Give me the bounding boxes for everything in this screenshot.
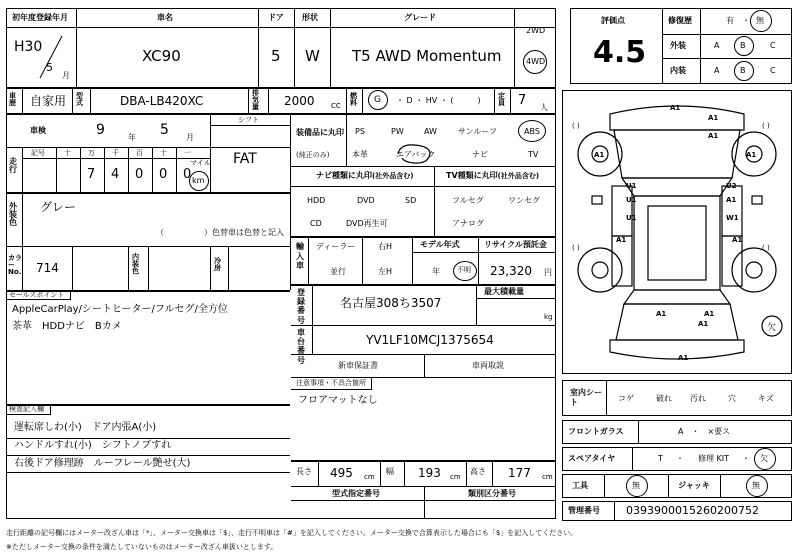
model-value: DBA-LB420XC <box>120 94 204 108</box>
mileage-header-5: 十 <box>160 149 167 157</box>
sales-point-line2: 茶革 HDDナビ Bカメ <box>12 321 122 332</box>
equip-navi: ナビ <box>472 150 488 159</box>
management-label: 管理番号 <box>568 506 600 515</box>
damage-mark: A1 <box>616 236 627 244</box>
spare-missing: 欠 <box>760 454 768 463</box>
equip-pw: PW <box>391 127 404 136</box>
notes-value: フロアマットなし <box>298 395 378 406</box>
repair-yes: 有 <box>726 16 734 25</box>
capacity-unit: 人 <box>540 103 548 112</box>
import-left-h: 左H <box>378 267 393 276</box>
exterior-grade-a: A <box>714 41 720 50</box>
spare-dot2: ・ <box>742 454 750 463</box>
mileage-header-3: 千 <box>112 149 119 157</box>
spare-kit: 修理 KIT <box>698 454 730 463</box>
seat-option: コゲ <box>618 394 634 403</box>
width-value: 193 <box>418 466 441 480</box>
damage-mark: U1 <box>626 196 637 204</box>
chassis-value: YV1LF10MCJ1375654 <box>366 333 494 347</box>
interior-grade-c: C <box>770 66 776 75</box>
door-label: ドア <box>268 13 284 22</box>
exterior-label: 外装 <box>670 41 686 50</box>
equip-leather: 本革 <box>352 150 368 159</box>
max-load-label: 最大積載量 <box>484 287 524 296</box>
color-label: 外装色 <box>9 202 17 227</box>
damage-mark: U1 <box>626 182 637 190</box>
windshield-value: A ・ ×要ス <box>678 427 731 436</box>
displacement-value: 2000 <box>284 94 315 108</box>
height-value: 177 <box>508 466 531 480</box>
manual-label: 車両取説 <box>472 361 504 370</box>
score-value: 4.5 <box>593 35 647 70</box>
color-no-label: カラーNo. <box>8 254 22 276</box>
color-no: 714 <box>36 261 59 275</box>
navi-dvd: DVD <box>357 196 375 205</box>
exterior-grade-b: B <box>740 41 746 50</box>
mileage-digit: 7 <box>87 167 96 182</box>
equip-airbag: エアバック <box>396 150 436 159</box>
import-right-h: 右H <box>378 242 393 251</box>
footer-line1: 走行距離の記号欄にはメーター改ざん車は「*」、メーター交換車は「$」、走行不明車は「#」を記入してください。メーター交換で合算表示した場合にも「$」を記入してください。 <box>6 529 578 537</box>
mileage-header-1: 十 <box>64 149 71 157</box>
recycle-label: リサイクル預託金 <box>484 240 547 249</box>
recycle-yen: 円 <box>544 268 552 277</box>
seat-option: 汚れ <box>690 394 706 403</box>
airbag-circle <box>392 142 436 166</box>
length-value: 495 <box>330 466 353 480</box>
door-value: 5 <box>271 47 281 65</box>
seat-option: キズ <box>758 394 774 403</box>
damage-mark: A1 <box>670 104 681 112</box>
equip-ps: PS <box>355 127 365 136</box>
shape-value: W <box>305 47 320 65</box>
fuel-options-rest: ・ D ・ HV ・ ( ) <box>396 96 481 105</box>
cooler-label: 冷房 <box>214 257 221 272</box>
equip-sunroof: サンルーフ <box>458 127 497 136</box>
height-cm: cm <box>542 473 553 481</box>
max-load-kg: kg <box>544 313 553 321</box>
warranty-label: 新車保証書 <box>338 361 378 370</box>
inspection-year: 9 <box>96 122 105 138</box>
damage-mark: A1 <box>746 151 757 159</box>
category-no-label: 類別区分番号 <box>468 489 516 498</box>
tv-oneseg: ワンセグ <box>508 196 540 205</box>
drive-4wd: 4WD <box>526 57 546 66</box>
km-label: km <box>192 176 205 185</box>
damage-mark: A1 <box>732 236 743 244</box>
tv-fullseg: フルセグ <box>452 196 484 205</box>
repair-no: 無 <box>756 16 764 25</box>
shape-label: 形状 <box>302 13 318 22</box>
sales-point-line1: AppleCarPlay/シートヒーター/フルセグ/全方位 <box>12 304 228 315</box>
tv-analog: アナログ <box>452 219 484 228</box>
interior-color-label: 内装色 <box>132 253 139 275</box>
fuel-label: 燃料 <box>350 92 357 107</box>
repair-dot: ・ <box>742 16 750 25</box>
registration-value: 名古屋308ち3507 <box>340 296 442 310</box>
svg-text:( ): ( ) <box>572 122 580 130</box>
missing-mark: 欠 <box>767 323 777 333</box>
color-note: （ ）色替車は色替と記入 <box>156 228 284 237</box>
mileage-label: 走行 <box>9 157 17 174</box>
interior-grade-b: B <box>740 66 746 75</box>
damage-mark: U2 <box>726 182 737 190</box>
import-dealer: ディーラー <box>316 242 356 251</box>
equipment-sub: (純正のみ) <box>296 151 330 159</box>
inspection-label: 車検 <box>30 126 46 135</box>
navi-cd: CD <box>310 219 322 228</box>
capacity-label: 定員 <box>498 92 505 107</box>
mileage-header-6: 一 <box>184 149 191 157</box>
first-reg-era: H30 <box>14 39 43 55</box>
seat-option: 穴 <box>728 394 736 403</box>
width-label: 幅 <box>386 467 394 476</box>
model-label: 型式 <box>76 92 83 107</box>
car-diagram <box>562 90 792 374</box>
tv-label: TV種類に丸印(社外品含む) <box>446 171 540 180</box>
first-reg-month-unit: 月 <box>62 71 70 80</box>
grade-value: T5 AWD Momentum <box>352 47 502 65</box>
equip-aw: AW <box>424 127 437 136</box>
damage-mark: A1 <box>708 132 719 140</box>
type-designation-label: 型式指定番号 <box>332 489 380 498</box>
length-label: 長さ <box>296 467 312 476</box>
drive-2wd: 2WD <box>526 26 546 35</box>
tools-value: 無 <box>632 481 640 490</box>
navi-sd: SD <box>405 196 417 205</box>
spare-t: T <box>658 454 663 463</box>
first-reg-month: 5 <box>46 61 53 74</box>
shift-value: FAT <box>233 151 257 167</box>
recycle-value: 23,320 <box>490 264 532 278</box>
tools-label: 工具 <box>572 481 588 490</box>
capacity-value: 7 <box>518 93 527 108</box>
spare-label: スペアタイヤ <box>568 454 616 463</box>
svg-text:( ): ( ) <box>572 244 580 252</box>
length-cm: cm <box>364 473 375 481</box>
damage-mark: U1 <box>626 214 637 222</box>
jack-label: ジャッキ <box>678 481 710 490</box>
category-value: 自家用 <box>30 94 67 108</box>
import-parallel: 並行 <box>330 267 346 276</box>
displacement-label: 排気量 <box>252 89 259 111</box>
inspection-month-unit: 月 <box>186 133 194 142</box>
category-label: 車歴 <box>9 92 16 107</box>
navi-label: ナビ種類に丸印(社外品含む) <box>316 171 414 180</box>
mileage-digit: 0 <box>135 167 144 182</box>
damage-mark: A1 <box>704 310 715 318</box>
navi-dvd-play: DVD再生可 <box>346 219 388 228</box>
shift-label: シフト <box>238 116 259 124</box>
damage-mark: W1 <box>726 214 739 222</box>
equip-abs: ABS <box>524 127 540 136</box>
first-reg-label: 初年度登録年月 <box>12 13 68 22</box>
mile-label: マイル <box>190 159 211 167</box>
fuel-g: G <box>374 95 381 105</box>
registration-label: 登録番号 <box>297 288 305 325</box>
inspection-notes-label: 検査記入欄 <box>9 405 44 413</box>
mileage-header-2: 万 <box>88 149 95 157</box>
height-label: 高さ <box>470 467 486 476</box>
footer-line2: ※ただしメーター交換の条件を満たしていないものはメーター改ざん車扱いとします。 <box>6 543 278 551</box>
chassis-label: 車台番号 <box>297 328 305 365</box>
model-year-unknown: 不明 <box>457 266 471 274</box>
import-label: 輸入車 <box>296 242 304 271</box>
inspection-year-unit: 年 <box>128 133 136 142</box>
interior-label: 内装 <box>670 66 686 75</box>
car-name: XC90 <box>142 47 181 65</box>
exterior-grade-c: C <box>770 41 776 50</box>
notes-label: 注意事項・不具合箇所 <box>296 379 366 387</box>
inspection-note-line: ハンドルすれ(小) シフトノブすれ <box>14 440 172 451</box>
management-value: 0393900015260200752 <box>626 504 759 517</box>
score-label: 評価点 <box>601 16 625 25</box>
navi-hdd: HDD <box>307 196 326 205</box>
model-year-unit: 年 <box>432 267 440 276</box>
mileage-digit: 0 <box>183 167 192 182</box>
repair-label: 修復歴 <box>668 16 692 25</box>
damage-mark: A1 <box>656 310 667 318</box>
equipment-label: 装備品に丸印 <box>296 128 344 137</box>
equip-tv: TV <box>528 150 539 159</box>
damage-mark: A1 <box>708 114 719 122</box>
cc-unit: CC <box>331 102 341 110</box>
inspection-note-line: 運転席しわ(小) ドア内張A(小) <box>14 422 157 433</box>
inspection-note-line: 右後ドア修理跡 ルーフレール艶せ(大) <box>14 458 191 469</box>
damage-mark: A1 <box>678 354 689 362</box>
interior-grade-a: A <box>714 66 720 75</box>
mileage-header-0: 記号 <box>31 149 45 157</box>
model-year-label: モデル年式 <box>420 240 460 249</box>
damage-mark: A1 <box>594 151 605 159</box>
mileage-header-4: 百 <box>136 149 143 157</box>
damage-mark: A1 <box>698 320 709 328</box>
jack-value: 無 <box>752 481 760 490</box>
sales-point-label: セールスポイント <box>9 291 65 299</box>
car-name-label: 車名 <box>157 13 173 22</box>
mileage-digit: 0 <box>159 167 168 182</box>
mileage-digit: 4 <box>111 167 120 182</box>
svg-text:( ): ( ) <box>762 122 770 130</box>
damage-mark: A1 <box>726 196 737 204</box>
color-value: グレー <box>40 200 77 214</box>
svg-text:( ): ( ) <box>762 244 770 252</box>
seat-option: 破れ <box>656 394 672 403</box>
grade-label: グレード <box>404 13 436 22</box>
seat-label: 室内シート <box>570 388 602 408</box>
width-cm: cm <box>450 473 461 481</box>
inspection-month: 5 <box>160 122 169 138</box>
spare-dot1: ・ <box>676 454 684 463</box>
windshield-label: フロントガラス <box>568 427 624 436</box>
